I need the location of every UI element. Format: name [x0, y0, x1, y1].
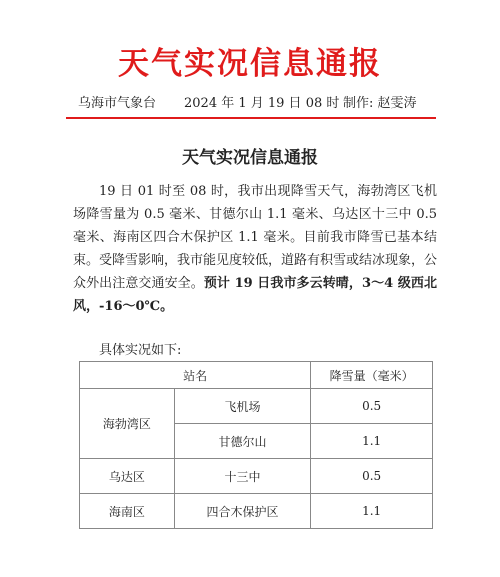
- forecast-text: 预计 19 日我市多云转晴，3～4 级西北风，-16～0℃。: [73, 276, 437, 314]
- station-cell: 十三中: [174, 459, 311, 494]
- table-row: [80, 459, 433, 494]
- station-cell: 甘德尔山: [174, 424, 311, 459]
- author: 制作: 赵雯涛: [343, 96, 417, 111]
- station-cell: 飞机场: [174, 389, 311, 424]
- body-text: 19 日 01 时至 08 时，我市出现降雪天气，海勃湾区飞机场降雪量为 0.5 毫米、甘德尔山 1.1 毫米、乌达区十三中 0.5 毫米、海南区四合木保护区 1.1 毫米。目前我市降雪已基本结束。受降雪影响，我市能见度较低，道路有积雪或结冰现象，公众外出注意交通安全。: [73, 184, 438, 291]
- value-cell: 0.5: [311, 389, 433, 424]
- station-cell: 四合木保护区: [174, 494, 311, 529]
- table-header-row: [80, 362, 433, 389]
- masthead-title: 天气实况信息通报: [118, 46, 382, 82]
- header-divider: [66, 117, 436, 119]
- district-cell: 海勃湾区: [80, 389, 175, 459]
- value-cell: 1.1: [311, 424, 433, 459]
- district-cell: 海南区: [80, 494, 175, 529]
- snowfall-table: [79, 361, 433, 529]
- table-row: [80, 389, 433, 424]
- value-cell: 1.1: [311, 494, 433, 529]
- header-station: 站名: [80, 362, 311, 389]
- issuing-office: 乌海市气象台: [78, 96, 157, 111]
- body-paragraph: [73, 180, 437, 318]
- district-cell: 乌达区: [80, 459, 175, 494]
- document-title: 天气实况信息通报: [182, 148, 318, 168]
- header-snowfall: 降雪量（毫米）: [311, 362, 433, 389]
- table-row: [80, 494, 433, 529]
- issue-date: 2024 年 1 月 19 日 08 时: [184, 96, 340, 111]
- table-intro: 具体实况如下:: [99, 343, 182, 358]
- value-cell: 0.5: [311, 459, 433, 494]
